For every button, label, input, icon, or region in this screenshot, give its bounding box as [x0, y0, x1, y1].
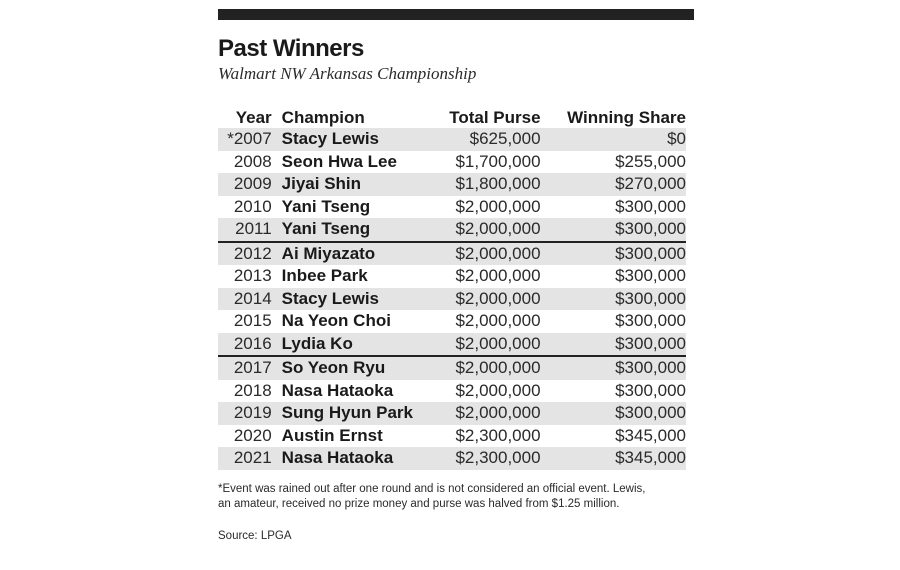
cell-total-purse: $2,000,000 [431, 356, 540, 380]
cell-total-purse: $625,000 [431, 128, 540, 151]
table-row [218, 402, 686, 425]
table-row [218, 310, 686, 333]
cell-year: 2011 [218, 218, 282, 242]
cell-winning-share: $270,000 [541, 173, 686, 196]
cell-year: 2012 [218, 242, 282, 266]
table-row [218, 265, 686, 288]
cell-champion: Stacy Lewis [282, 288, 432, 311]
cell-champion: Jiyai Shin [282, 173, 432, 196]
column-header-year: Year [235, 108, 272, 127]
cell-champion: Ai Miyazato [282, 242, 432, 266]
cell-winning-share: $300,000 [541, 242, 686, 266]
column-header-winning-share: Winning Share [567, 108, 686, 127]
cell-total-purse: $1,800,000 [431, 173, 540, 196]
footnote: *Event was rained out after one round and is not considered an official event. Lewis, an amateur, received no prize money and purse was halved from $1.25 million. [218, 482, 646, 510]
column-header-champion: Champion [281, 108, 365, 127]
cell-year: 2020 [233, 425, 272, 445]
table-row [218, 333, 686, 357]
table-row [218, 173, 686, 196]
cell-total-purse: $2,000,000 [455, 311, 541, 331]
cell-year: *2007 [218, 128, 282, 151]
cell-total-purse: $2,000,000 [431, 333, 540, 357]
table-row [218, 447, 686, 470]
table-row [218, 151, 686, 174]
cell-champion: Inbee Park [281, 266, 368, 286]
cell-champion: Lydia Ko [282, 333, 432, 357]
cell-year: 2013 [233, 266, 272, 286]
cell-winning-share: $300,000 [541, 218, 686, 242]
cell-winning-share: $345,000 [541, 447, 686, 470]
cell-champion: Nasa Hataoka [281, 380, 394, 400]
cell-total-purse: $2,000,000 [455, 380, 541, 400]
cell-champion: So Yeon Ryu [282, 356, 432, 380]
cell-total-purse: $1,700,000 [455, 151, 541, 171]
cell-year: 2017 [218, 356, 282, 380]
cell-year: 2019 [218, 402, 282, 425]
cell-champion: Nasa Hataoka [282, 447, 432, 470]
cell-champion: Austin Ernst [281, 425, 383, 445]
column-header-total-purse: Total Purse [449, 108, 541, 127]
cell-champion: Yani Tseng [281, 196, 371, 216]
top-rule-bar [218, 9, 694, 20]
cell-total-purse: $2,000,000 [431, 288, 540, 311]
table-row [218, 242, 686, 266]
cell-year: 2021 [218, 447, 282, 470]
table-row [218, 288, 686, 311]
table-row [218, 380, 686, 403]
cell-total-purse: $2,300,000 [431, 447, 540, 470]
source-credit: Source: LPGA [218, 529, 292, 542]
cell-winning-share: $300,000 [615, 380, 686, 400]
table-row [218, 196, 686, 219]
page-subtitle: Walmart NW Arkansas Championship [218, 64, 477, 83]
table-row [218, 356, 686, 380]
table-row [218, 425, 686, 448]
cell-champion: Stacy Lewis [282, 128, 432, 151]
cell-winning-share: $300,000 [541, 333, 686, 357]
cell-winning-share: $300,000 [541, 356, 686, 380]
cell-total-purse: $2,300,000 [455, 425, 541, 445]
cell-champion: Sung Hyun Park [282, 402, 432, 425]
cell-total-purse: $2,000,000 [431, 218, 540, 242]
cell-total-purse: $2,000,000 [431, 242, 540, 266]
cell-winning-share: $300,000 [615, 311, 686, 331]
past-winners-graphic [218, 9, 694, 542]
table-row [218, 128, 686, 151]
cell-year: 2015 [233, 311, 272, 331]
cell-year: 2016 [218, 333, 282, 357]
cell-winning-share: $300,000 [615, 196, 686, 216]
cell-champion: Seon Hwa Lee [281, 151, 397, 171]
cell-winning-share: $255,000 [615, 151, 686, 171]
cell-year: 2008 [233, 151, 272, 171]
cell-winning-share: $300,000 [615, 266, 686, 286]
page-title: Past Winners [218, 35, 364, 62]
table-row [218, 218, 686, 242]
cell-champion: Na Yeon Choi [281, 311, 391, 331]
cell-champion: Yani Tseng [282, 218, 432, 242]
cell-year: 2010 [233, 196, 272, 216]
cell-year: 2018 [233, 380, 272, 400]
cell-total-purse: $2,000,000 [455, 266, 541, 286]
table-body [218, 128, 686, 470]
cell-total-purse: $2,000,000 [455, 196, 541, 216]
cell-total-purse: $2,000,000 [431, 402, 540, 425]
table-header-row [218, 104, 686, 128]
cell-winning-share: $300,000 [541, 402, 686, 425]
cell-winning-share: $0 [541, 128, 686, 151]
cell-winning-share: $300,000 [541, 288, 686, 311]
cell-year: 2009 [218, 173, 282, 196]
winners-table [218, 104, 686, 470]
cell-year: 2014 [218, 288, 282, 311]
cell-winning-share: $345,000 [615, 425, 686, 445]
